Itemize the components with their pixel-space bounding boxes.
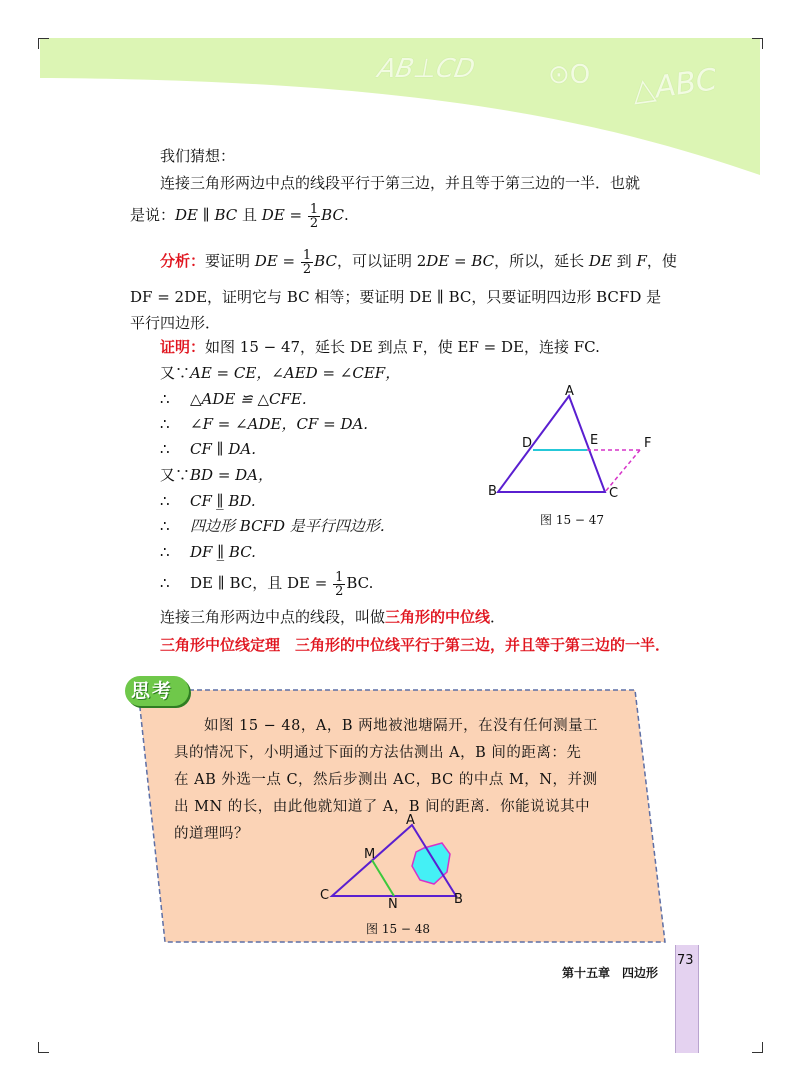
figure-15-47 <box>480 380 670 510</box>
fig47-label-f: F <box>644 436 652 451</box>
crop-mark-top-right <box>752 38 763 49</box>
text: ，使 <box>646 252 677 270</box>
text: = <box>284 206 307 224</box>
text: DE ∥ BC，且 DE = <box>190 574 333 592</box>
proof-step <box>160 388 307 410</box>
proof-intro <box>160 336 600 358</box>
intro-line-3 <box>130 202 349 230</box>
proof-step <box>160 490 256 512</box>
proof-label: 证明： <box>160 338 206 356</box>
text: = <box>277 252 300 270</box>
text: = <box>449 252 472 270</box>
text: DE <box>254 252 278 270</box>
text: 如图 15 − 47，延长 DE 到点 F，使 EF = DE，连接 FC. <box>205 338 600 356</box>
crop-mark-top-left <box>38 38 49 49</box>
text: DE <box>588 252 612 270</box>
fig47-label-d: D <box>522 436 533 451</box>
think-tag-label: 思考 <box>131 680 174 702</box>
text: ，可以证明 2 <box>336 252 427 270</box>
proof-step <box>160 464 273 486</box>
proof-step-text: 四边形 BCFD 是平行四边形． <box>190 517 395 535</box>
fig47-label-c: C <box>609 486 619 501</box>
proof-step-text: ∠F = ∠ADE，CF = DA. <box>190 415 369 433</box>
think-line-1: 如图 15 − 48，A，B 两地被池塘隔开，在没有任何测量工 <box>204 718 599 734</box>
fraction-numerator: 1 <box>302 247 312 263</box>
think-line-4: 出 MN 的长，由此他就知道了 A，B 间的距离．你能说说其中 <box>174 799 591 815</box>
therefore-symbol: ∴ <box>160 517 170 535</box>
text: ． <box>490 608 506 626</box>
intro-line-1: 我们猜想： <box>160 147 236 165</box>
therefore-symbol: ∴ <box>160 415 170 433</box>
fig48-label-n: N <box>388 897 398 912</box>
page-number: 73 <box>677 953 694 968</box>
text: BC <box>214 206 238 224</box>
text: DE <box>261 206 285 224</box>
proof-step-text: AE = CE，∠AED = ∠CEF， <box>190 364 401 382</box>
fraction-one-half <box>301 249 313 276</box>
chapter-title: 第十五章 四边形 <box>562 966 659 980</box>
text: BC <box>321 206 344 224</box>
think-line-5: 的道理吗？ <box>174 826 249 842</box>
fraction-one-half <box>308 203 320 230</box>
intro-line-2: 连接三角形两边中点的线段平行于第三边，并且等于第三边的一半．也就 <box>160 174 641 192</box>
fig48-label-b: B <box>454 892 463 907</box>
text: BC. <box>346 574 374 592</box>
fig47-label-b: B <box>488 484 497 499</box>
fig47-label-e: E <box>590 433 599 448</box>
therefore-symbol: ∴ <box>160 543 170 561</box>
text: 连接三角形两边中点的线段，叫做 <box>160 608 386 626</box>
fig48-label-a: A <box>406 813 415 828</box>
header-deco-perpendicular: AB⊥CD <box>375 54 478 84</box>
analysis-line-2: DF = 2DE，证明它与 BC 相等；要证明 DE ∥ BC，只要证明四边形 BCFD 是 <box>130 288 662 306</box>
fig48-label-m: M <box>364 847 376 862</box>
proof-step <box>160 541 256 563</box>
text: 是说： <box>130 206 176 224</box>
therefore-symbol: 又∵ <box>160 466 191 484</box>
triangle-abc <box>498 396 605 492</box>
proof-step-text: CF ∥̲ BD. <box>190 492 256 510</box>
fraction-one-half <box>333 571 345 598</box>
therefore-symbol: ∴ <box>160 440 170 458</box>
text: . <box>343 206 349 224</box>
fraction-denominator: 2 <box>335 583 344 599</box>
analysis-line-3: 平行四边形． <box>130 314 221 332</box>
proof-step <box>160 413 368 435</box>
text: 要证明 <box>205 252 255 270</box>
proof-step-text: BD = DA， <box>190 466 274 484</box>
text: F <box>636 252 647 270</box>
proof-conclusion <box>160 570 373 598</box>
think-line-3: 在 AB 外选一点 C，然后步测出 AC，BC 的中点 M，N，并测 <box>174 772 598 788</box>
header-deco-triangle: △ABC <box>629 62 720 109</box>
text: BC <box>314 252 337 270</box>
text: 到 <box>611 252 637 270</box>
think-line-2: 具的情况下，小明通过下面的方法估测出 A，B 间的距离：先 <box>174 745 582 761</box>
term-midline: 三角形的中位线 <box>385 608 491 626</box>
proof-step <box>160 438 256 460</box>
crop-mark-bottom-right <box>752 1042 763 1053</box>
text: 且 <box>237 206 262 224</box>
analysis-label: 分析： <box>160 252 206 270</box>
fraction-denominator: 2 <box>309 215 319 231</box>
therefore-symbol: ∴ <box>160 492 170 510</box>
text: DE <box>426 252 450 270</box>
therefore-symbol: ∴ <box>160 574 170 592</box>
text: ，所以，延长 <box>494 252 589 270</box>
proof-step <box>160 362 400 384</box>
proof-step-text: △ADE ≌ △CFE. <box>190 390 307 408</box>
therefore-symbol: 又∵ <box>160 364 191 382</box>
proof-step-text: DF ∥̲ BC. <box>190 543 256 561</box>
fraction-numerator: 1 <box>309 201 319 217</box>
figure-15-48-caption: 图 15 − 48 <box>366 922 431 936</box>
text: DE <box>175 206 198 224</box>
fraction-numerator: 1 <box>335 569 344 585</box>
therefore-symbol: ∴ <box>160 390 170 408</box>
definition-line <box>160 606 505 628</box>
text: BC <box>471 252 495 270</box>
figure-15-47-caption: 图 15 − 47 <box>540 513 605 527</box>
header-deco-circle: ⊙O <box>548 60 591 90</box>
crop-mark-bottom-left <box>38 1042 49 1053</box>
analysis-line-1 <box>160 248 677 276</box>
fraction-denominator: 2 <box>302 261 312 277</box>
proof-step <box>160 515 395 537</box>
midline-mn <box>372 860 394 896</box>
proof-step-text: CF ∥ DA. <box>190 440 256 458</box>
midline-theorem: 三角形中位线定理 三角形的中位线平行于第三边，并且等于第三边的一半． <box>160 636 671 654</box>
text: ∥ <box>198 206 215 224</box>
fig47-label-a: A <box>565 384 574 399</box>
fig48-label-c: C <box>320 888 330 903</box>
